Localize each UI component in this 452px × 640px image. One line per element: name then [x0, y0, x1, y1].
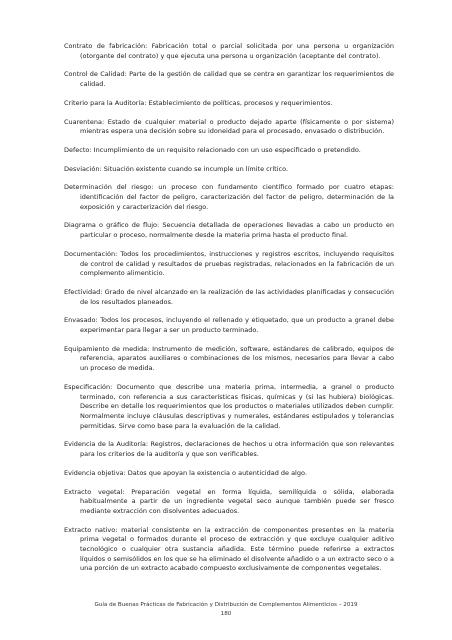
glossary-entry	[64, 165, 394, 175]
glossary-definition: Todos los procesos, incluyendo el rellenado y etiquetado, que un producto a granel debe experimentar para llegar a ser un producto terminado.	[80, 316, 394, 335]
footer-title: Guía de Buenas Prácticas de Fabricación y Distribución de Complementos Alimenticios – 2019	[94, 602, 358, 608]
glossary-definition: un proceso con fundamento científico formado por cuatro etapas: identificación del factor de peligro, caracterización del factor de peligro, determinación de la exposición y caracterización del riesgo.	[80, 183, 394, 211]
glossary-definition: Todos los procedimientos, instrucciones y registros escritos, incluyendo requisitos de control de calidad y resultados de pruebas registradas, relacionados en la fabricación de un complemento alimenticio.	[80, 249, 394, 278]
glossary-term: Diagrama o gráfico de flujo:	[64, 221, 160, 230]
glossary-term: Evidencia de la Auditoría:	[64, 440, 149, 449]
glossary-definition: Documento que describe una materia prima, intermedia, a granel o producto terminado, con referencia a sus características físicas, químicas y (si las hubiera) biológicas. Describe en detalle los requerimientos que los productos o materiales utilizados deben cumplir. Normalmente incluye cláusulas descriptivas y numerales, estándares estipulados y tolerancias permitidas. Sirve como base para la evaluación de la calidad.	[80, 382, 394, 430]
glossary-definition: Instrumento de medición, software, estándares de calibrado, equipos de referencia, aparatos auxiliares o combinaciones de los mismos, necesarios para llevar a cabo un proceso de medida.	[80, 344, 394, 373]
glossary-term: Desviación:	[64, 164, 102, 173]
glossary-term: Control de Calidad:	[64, 70, 127, 79]
glossary-entry	[64, 288, 394, 307]
glossary-entry	[64, 70, 394, 89]
glossary-term: Efectividad:	[64, 287, 103, 296]
glossary-term: Determinación del riesgo:	[64, 183, 154, 192]
glossary-entry	[64, 250, 394, 279]
glossary-definition: Grado de nivel alcanzado en la realización de las actividades planificadas y consecución de los resultados planeados.	[80, 287, 394, 306]
glossary-entry	[64, 526, 394, 575]
glossary-term: Defecto:	[64, 145, 92, 154]
glossary-definition: material consistente en la extracción de componentes presentes en la materia prima vegetal o formados durante el proceso de extracción y que excluye cualquier aditivo tecnológico o cualquier otra sustancia añadida. Este término puede referirse a extractos líquidos o semisólidos en los que se ha eliminado el disolvente añadido o a un extracto seco o a una porción de un extracto acabado compuesto exclusivamente de componentes vegetales.	[80, 525, 395, 573]
glossary-term: Especificación:	[64, 382, 113, 391]
glossary-entry	[64, 383, 394, 432]
glossary-term: Equipamiento de medida:	[64, 344, 150, 353]
glossary-list	[64, 42, 394, 583]
glossary-entry	[64, 221, 394, 240]
glossary-entry	[64, 316, 394, 335]
glossary-definition: Situación existente cuando se incumple un límite crítico.	[101, 164, 289, 173]
glossary-entry	[64, 42, 394, 61]
glossary-entry	[64, 469, 394, 479]
glossary-term: Extracto nativo:	[64, 525, 118, 534]
glossary-term: Criterio para la Auditoría:	[64, 98, 147, 107]
glossary-term: Evidencia objetiva:	[64, 468, 126, 477]
glossary-entry	[64, 99, 394, 109]
glossary-entry	[64, 440, 394, 459]
glossary-term: Documentación:	[64, 249, 118, 258]
glossary-definition: Fabricación total o parcial solicitada por una persona u organización (otorgante del contrato) y que ejecuta una persona u organización (aceptante del contrato).	[80, 42, 394, 60]
glossary-entry	[64, 345, 394, 374]
glossary-entry	[64, 146, 394, 156]
glossary-definition: Estado de cualquier material o producto dejado aparte (físicamente o por sistema) mientras espera una decisión sobre su idoneidad para el procesado, envasado o distribución.	[80, 117, 394, 136]
glossary-definition: Incumplimiento de un requisito relacionado con un uso especificado o pretendido.	[91, 145, 361, 154]
glossary-term: Contrato de fabricación:	[64, 42, 148, 50]
glossary-definition: Registros, declaraciones de hechos u otra información que son relevantes para los criterios de la auditoría y que son verificables.	[80, 440, 394, 459]
glossary-entry	[64, 488, 394, 517]
glossary-term: Cuarentena:	[64, 117, 105, 126]
glossary-definition: Datos que apoyan la existencia o autenticidad de algo.	[125, 468, 307, 477]
glossary-entry	[64, 118, 394, 137]
glossary-definition: Parte de la gestión de calidad que se centra en garantizar los requerimientos de calidad.	[80, 70, 395, 89]
glossary-term: Envasado:	[64, 316, 98, 325]
glossary-definition: Establecimiento de políticas, procesos y requerimientos.	[146, 98, 333, 107]
glossary-entry	[64, 183, 394, 212]
glossary-definition: Preparación vegetal en forma líquida, semilíquida o sólida, elaborada habitualmente a partir de un ingrediente vegetal seco aunque también puede ser fresco mediante extracción con disolventes adecuados.	[80, 487, 395, 515]
glossary-term: Extracto vegetal:	[64, 487, 125, 496]
page-number: 180	[220, 611, 232, 617]
glossary-definition: Secuencia detallada de operaciones llevadas a cabo un producto en particular o proceso, normalmente desde la materia prima hasta el producto final.	[80, 221, 394, 240]
